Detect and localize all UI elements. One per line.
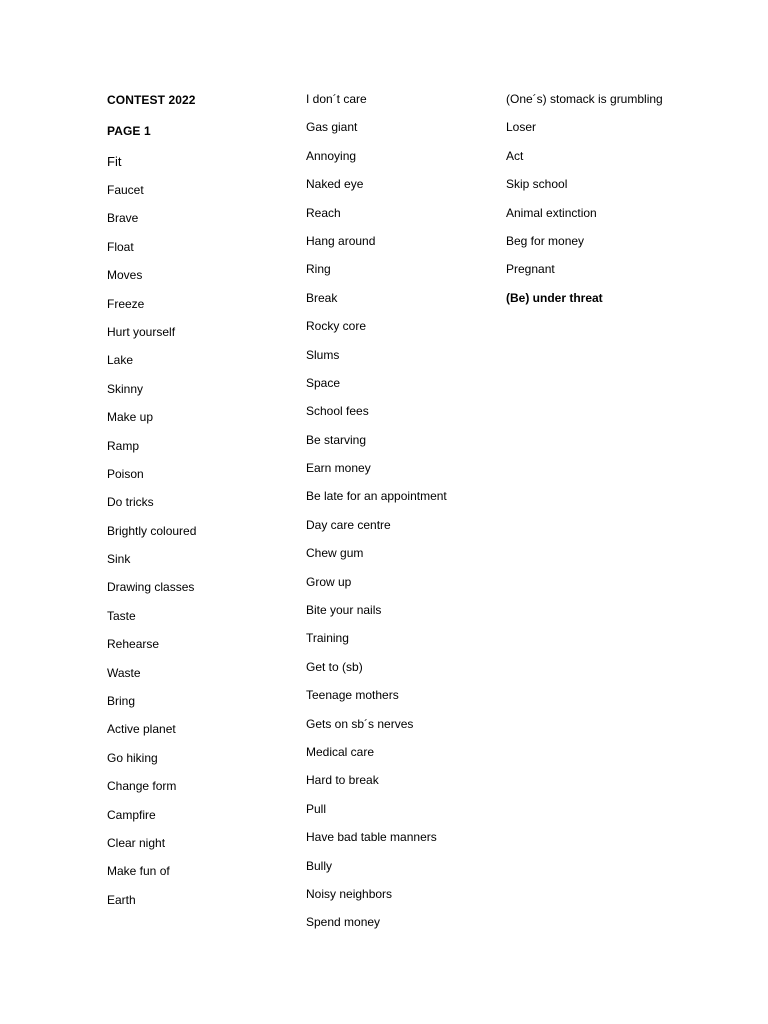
list-item: Taste	[107, 608, 136, 623]
list-item: Beg for money	[506, 233, 585, 248]
list-item: Have bad table manners	[306, 830, 437, 845]
list-item: Change form	[107, 779, 177, 794]
list-item: Do tricks	[107, 495, 154, 510]
list-item: Training	[306, 631, 349, 646]
list-item: Space	[306, 375, 341, 390]
list-item: Rehearse	[107, 637, 160, 652]
list-item: Ring	[306, 262, 331, 277]
list-item: I don´t care	[306, 92, 367, 106]
list-item: Loser	[506, 120, 537, 135]
list-item: Gets on sb´s nerves	[306, 716, 414, 731]
list-item: Day care centre	[306, 517, 391, 532]
list-item: Hang around	[306, 233, 376, 248]
list-item: Get to (sb)	[306, 659, 363, 674]
list-item: Noisy neighbors	[306, 886, 393, 901]
word-list-3	[506, 90, 706, 317]
list-item: Lake	[107, 353, 134, 368]
list-item: Medical care	[306, 744, 375, 759]
list-item: Active planet	[107, 722, 176, 737]
list-item: Earn money	[306, 461, 371, 476]
list-item: Go hiking	[107, 750, 158, 765]
list-item: Earth	[107, 892, 136, 907]
list-item-emphasized: (Be) under threat	[506, 290, 603, 305]
list-item: Poison	[107, 466, 144, 481]
list-item: Ramp	[107, 438, 140, 453]
list-item: Rocky core	[306, 319, 367, 334]
column-3	[506, 90, 706, 317]
list-item: Fit	[107, 154, 122, 169]
list-item: Be starving	[306, 432, 367, 447]
list-item: Gas giant	[306, 120, 358, 135]
list-item: Brave	[107, 211, 139, 226]
list-item: Sink	[107, 552, 131, 567]
list-item: School fees	[306, 404, 369, 419]
list-item: Naked eye	[306, 177, 364, 192]
column-1	[107, 90, 287, 919]
list-item: Pull	[306, 801, 327, 816]
list-item: Bite your nails	[306, 603, 382, 618]
list-item: Break	[306, 290, 338, 305]
list-item: Bully	[306, 858, 333, 873]
list-item: Freeze	[107, 296, 145, 311]
list-item: Skip school	[506, 177, 568, 192]
column-2	[306, 90, 496, 942]
list-item: Chew gum	[306, 546, 364, 561]
list-item: Waste	[107, 665, 141, 680]
list-item: Float	[107, 239, 134, 254]
word-list-1	[107, 181, 287, 919]
list-item: Hard to break	[306, 773, 379, 788]
list-item: Annoying	[306, 148, 357, 163]
word-list-2	[306, 90, 496, 942]
list-item: Pregnant	[506, 262, 555, 277]
list-item: Teenage mothers	[306, 688, 399, 703]
list-item: Make up	[107, 410, 154, 425]
list-item: Brightly coloured	[107, 523, 197, 538]
list-item: Animal extinction	[506, 205, 597, 220]
list-item: Clear night	[107, 835, 166, 850]
list-item: Reach	[306, 205, 341, 220]
list-item: (One´s) stomack is grumbling	[506, 92, 663, 106]
list-item: Faucet	[107, 183, 144, 197]
list-item: Bring	[107, 694, 136, 709]
document-title: CONTEST 2022	[107, 93, 196, 107]
list-item: Make fun of	[107, 864, 170, 879]
list-item: Campfire	[107, 807, 156, 822]
list-item: Spend money	[306, 915, 381, 930]
list-item: Drawing classes	[107, 580, 195, 595]
list-item: Slums	[306, 347, 340, 362]
page-label: PAGE 1	[107, 124, 151, 138]
list-item: Hurt yourself	[107, 324, 176, 339]
list-item: Moves	[107, 268, 143, 283]
list-item: Grow up	[306, 574, 352, 589]
list-item: Skinny	[107, 381, 144, 396]
list-item: Be late for an appointment	[306, 489, 447, 504]
list-item: Act	[506, 148, 524, 163]
